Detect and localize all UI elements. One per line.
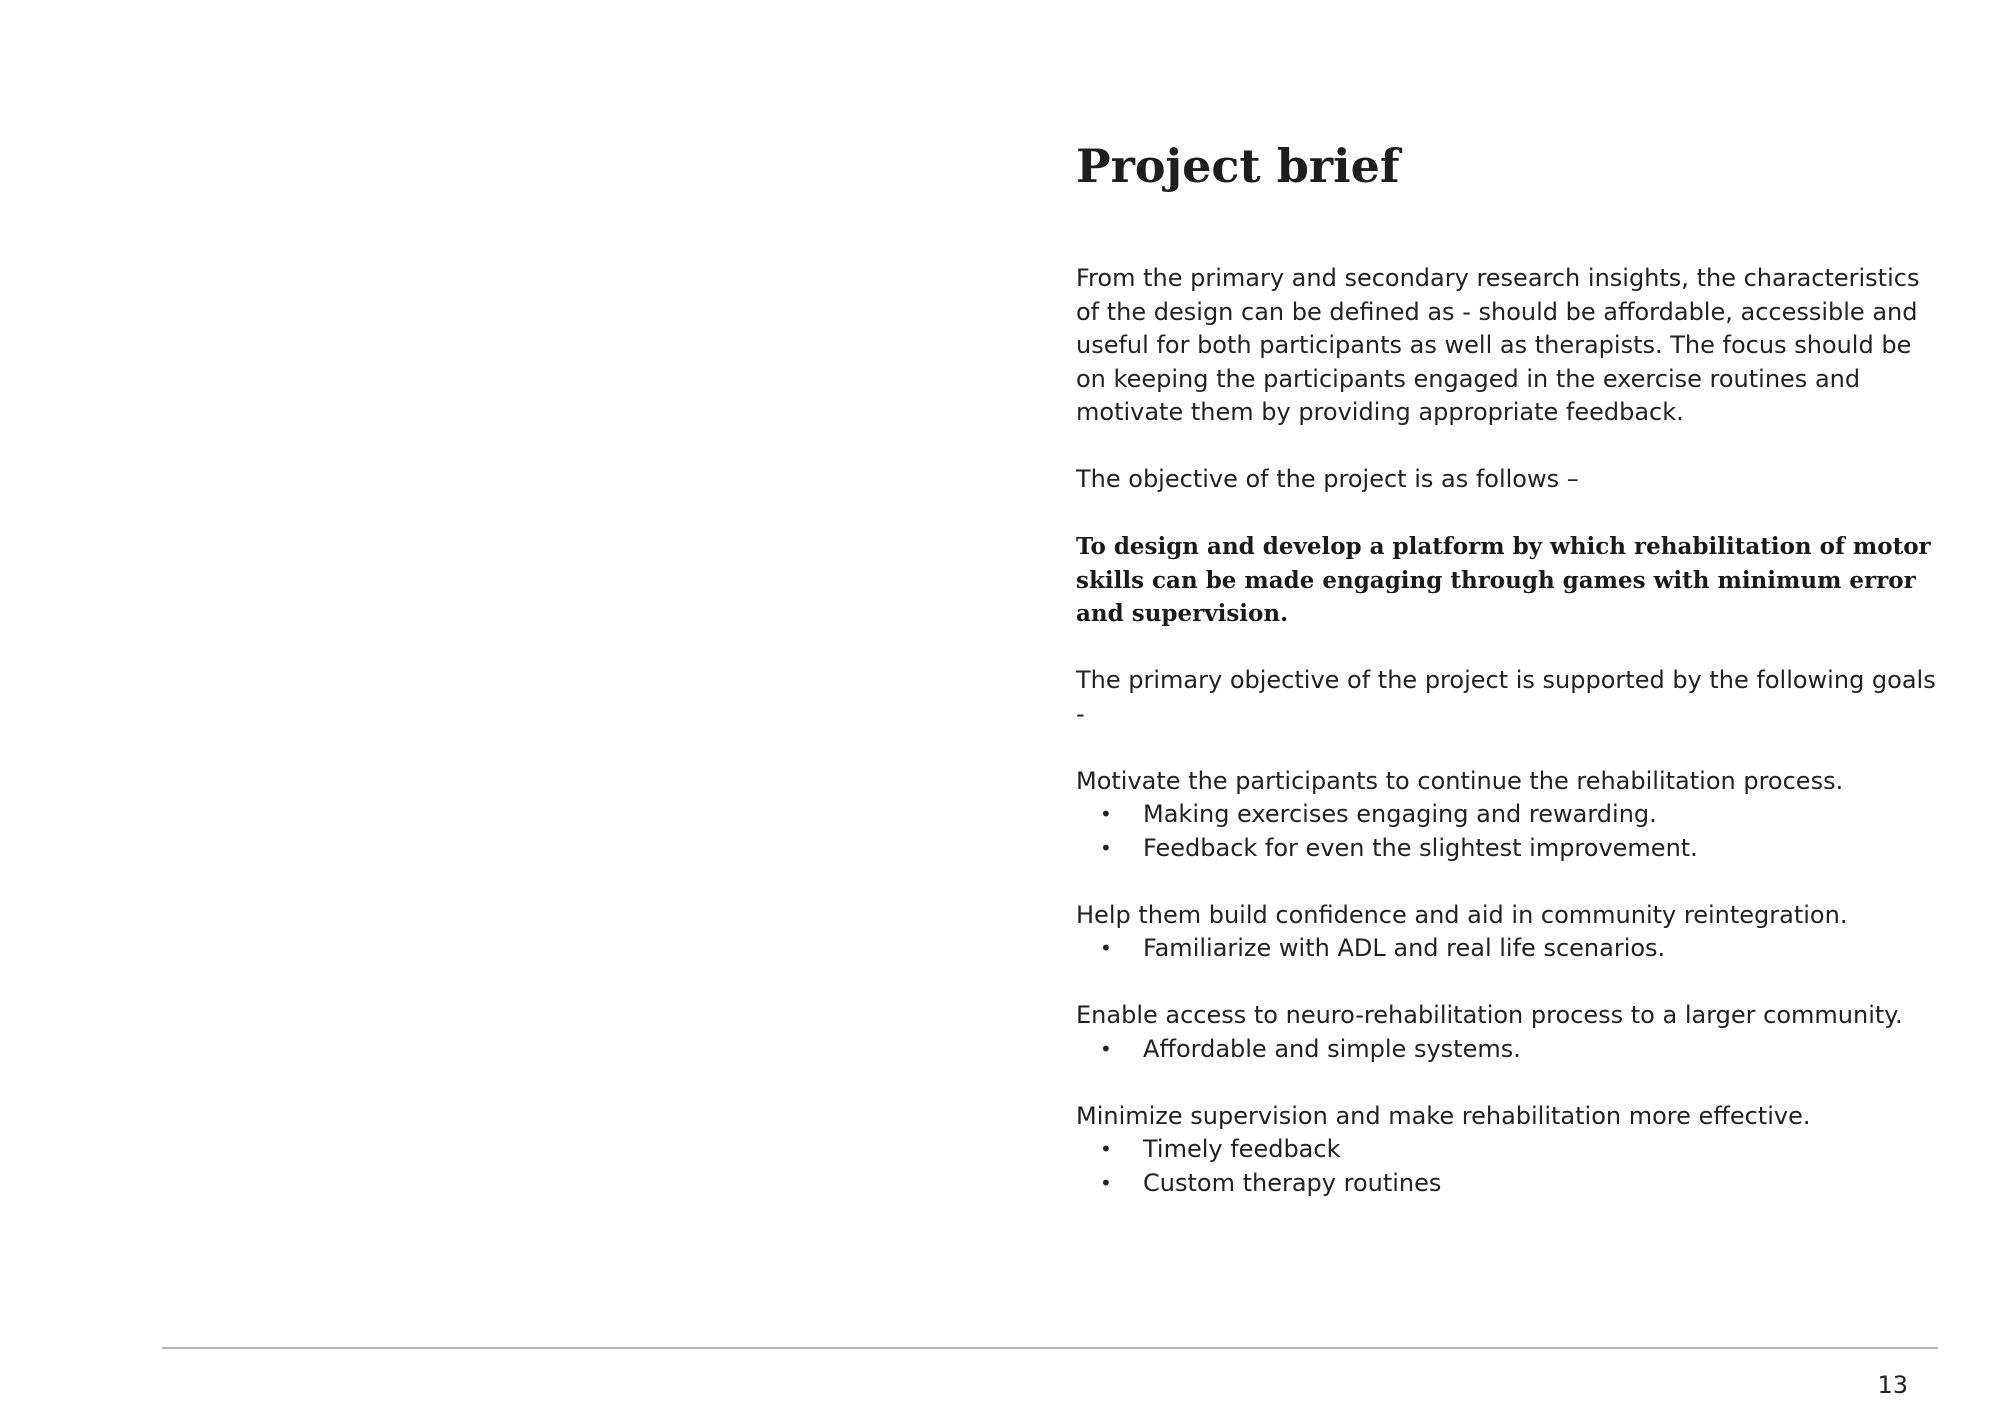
bullet-text: Familiarize with ADL and real life scenarios. — [1143, 934, 1666, 962]
goal-bullet-list — [1076, 1133, 1946, 1200]
goal-heading: Enable access to neuro-rehabilitation process to a larger community. — [1076, 1001, 1903, 1029]
page-title: Project brief — [1076, 139, 1400, 193]
bullet-item — [1076, 1133, 1946, 1167]
main-content — [1076, 136, 1946, 1234]
bullet-text: Custom therapy routines — [1143, 1168, 1442, 1197]
intro-paragraph: From the primary and secondary research insights, the characteristics of the design can be defined as - should be affordable, accessible and useful for both participants as well as therapists. The focus should be on keeping the participants engaged in the exercise routines and motivate them by providing appropriate feedback. — [1076, 264, 1920, 426]
goal-bullet-list — [1076, 932, 1946, 966]
bullet-symbol: • — [1100, 802, 1112, 826]
bullet-item — [1076, 832, 1946, 866]
bullet-item — [1076, 1167, 1946, 1201]
goal-heading: Minimize supervision and make rehabilitation more effective. — [1076, 1101, 1811, 1130]
bullet-text: Making exercises engaging and rewarding. — [1143, 800, 1657, 828]
goal-block — [1076, 899, 1946, 966]
bullet-item — [1076, 932, 1946, 966]
goal-block — [1076, 1100, 1946, 1201]
bullet-text: Affordable and simple systems. — [1143, 1034, 1521, 1063]
bullet-symbol: • — [1100, 1036, 1112, 1061]
bullet-text: Timely feedback — [1143, 1135, 1341, 1163]
bullet-text: Feedback for even the slightest improvement. — [1143, 833, 1698, 862]
bullet-item — [1076, 1033, 1946, 1067]
bullet-symbol: • — [1100, 936, 1112, 960]
goals-intro-paragraph: The primary objective of the project is supported by the following goals - — [1076, 666, 1936, 728]
bullet-item — [1076, 798, 1946, 832]
bullet-symbol: • — [1100, 1170, 1112, 1195]
goal-block — [1076, 999, 1946, 1066]
footer-divider — [162, 1347, 1938, 1349]
bullet-symbol: • — [1100, 835, 1112, 860]
goal-heading: Help them build confidence and aid in community reintegration. — [1076, 900, 1848, 929]
objective-lead-paragraph: The objective of the project is as follows – — [1076, 465, 1579, 493]
objective-statement: To design and develop a platform by which rehabilitation of motor skills can be made engaging through games with minimum error and supervision. — [1076, 533, 1931, 627]
goal-block — [1076, 765, 1946, 866]
page-number: 13 — [1877, 1371, 1908, 1399]
bullet-symbol: • — [1100, 1137, 1112, 1161]
goal-bullet-list — [1076, 1033, 1946, 1067]
goal-heading: Motivate the participants to continue the rehabilitation process. — [1076, 766, 1844, 795]
goal-bullet-list — [1076, 798, 1946, 865]
